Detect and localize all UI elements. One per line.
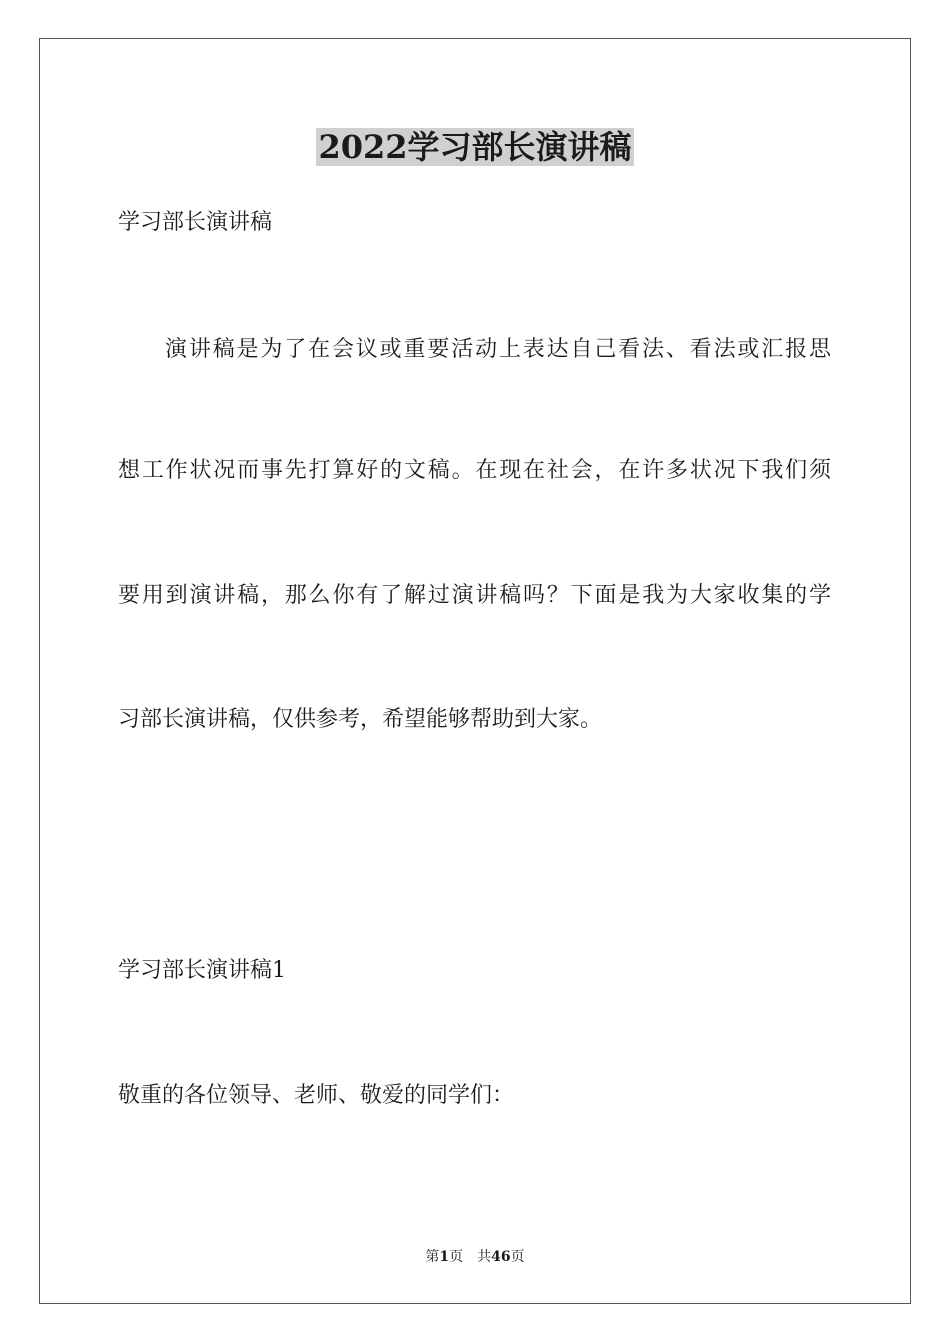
intro-line-1: 演讲稿是为了在会议或重要活动上表达自己看法、看法或汇报思 <box>165 337 831 362</box>
intro-line-3: 要用到演讲稿，那么你有了解过演讲稿吗？下面是我为大家收集的学 <box>118 583 831 608</box>
page-prefix: 第 <box>425 1249 440 1265</box>
page-suffix: 页 <box>449 1249 464 1265</box>
document-title <box>0 126 950 168</box>
total-suffix: 页 <box>510 1249 525 1265</box>
intro-line-2: 想工作状况而事先打算好的文稿。在现在社会，在许多状况下我们须 <box>118 458 831 483</box>
total-pages: 46 <box>491 1249 511 1265</box>
intro-line-4: 习部长演讲稿，仅供参考，希望能够帮助到大家。 <box>118 707 603 732</box>
document-title-text: 2022学习部长演讲稿 <box>318 128 632 166</box>
document-subtitle: 学习部长演讲稿 <box>118 210 273 235</box>
page-number: 1 <box>439 1249 450 1265</box>
page-footer <box>0 1248 950 1266</box>
total-prefix: 共 <box>477 1249 492 1265</box>
salutation: 敬重的各位领导、老师、敬爱的同学们： <box>118 1083 515 1108</box>
section-heading: 学习部长演讲稿1 <box>118 958 286 983</box>
